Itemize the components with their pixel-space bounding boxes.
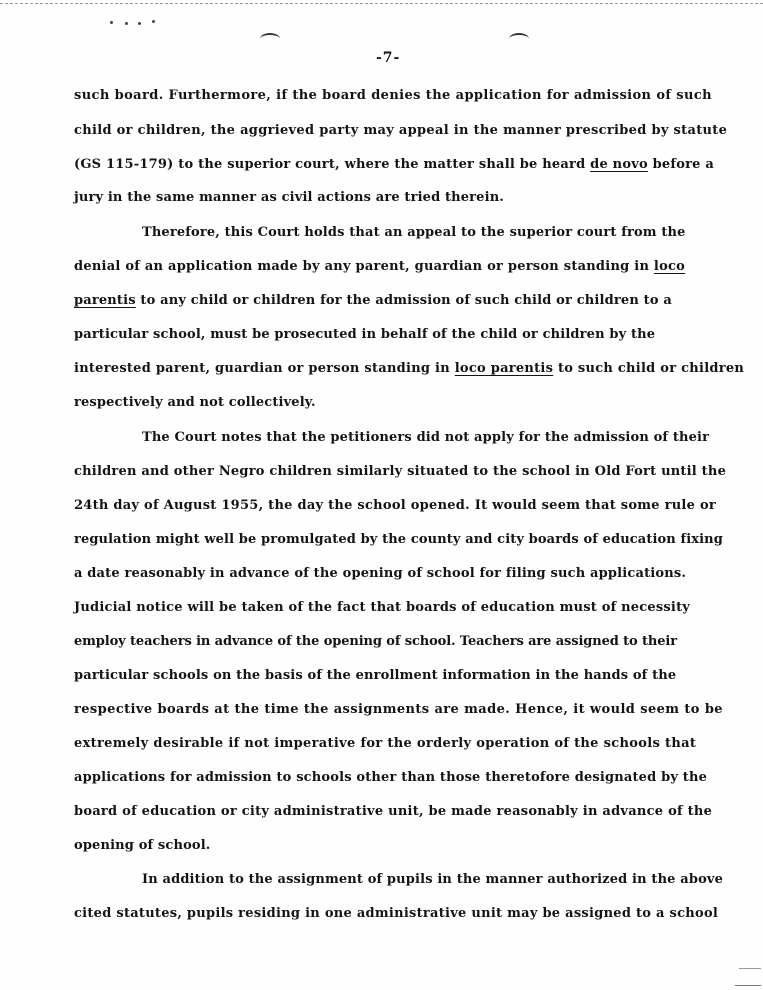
scan-speck (110, 21, 113, 24)
text-line (142, 872, 723, 888)
text-segment: respectively and not collectively. (74, 395, 316, 410)
text-segment: Therefore, this Court holds that an appeal to the superior court from the (142, 225, 686, 240)
text-segment: before a (647, 157, 715, 172)
text-segment: such board. Furthermore, if the board denies the application for admission of such (74, 88, 712, 103)
text-segment: The Court notes that the petitioners did not apply for the admission of their (142, 430, 710, 445)
text-segment: Judicial notice will be taken of the fact that boards of education must of necessity (74, 600, 691, 615)
text-segment: In addition to the assignment of pupils in the manner authorized in the above (142, 872, 724, 887)
text-segment: a date reasonably in advance of the opening of school for filing such applications. (74, 566, 687, 581)
text-line (74, 906, 718, 922)
underlined-phrase: loco parentis (454, 361, 554, 376)
text-line (74, 190, 504, 206)
text-segment: particular schools on the basis of the enrollment information in the hands of the (74, 668, 677, 683)
scan-mark (735, 985, 761, 986)
text-line (74, 566, 686, 582)
text-line (74, 498, 716, 514)
text-line (74, 634, 677, 650)
text-segment: applications for admission to schools other than those theretofore designated by the (74, 770, 708, 785)
text-line (74, 600, 690, 616)
text-line (142, 430, 709, 446)
underlined-phrase: loco (653, 259, 686, 274)
binding-mark-right (509, 33, 529, 45)
text-segment: (GS 115-179) to the superior court, where the matter shall be heard (74, 157, 591, 172)
text-line (74, 736, 696, 752)
text-line (74, 464, 726, 480)
page-number: -7- (376, 50, 401, 66)
text-line (74, 395, 316, 411)
text-segment: interested parent, guardian or person standing in (74, 361, 455, 376)
text-segment: regulation might well be promulgated by the county and city boards of education fixing (74, 532, 723, 547)
scan-edge (0, 3, 763, 4)
text-segment: jury in the same manner as civil actions are tried therein. (74, 190, 504, 205)
text-segment: extremely desirable if not imperative for the orderly operation of the schools that (74, 736, 697, 751)
text-line (74, 361, 744, 377)
text-line (74, 532, 723, 548)
binding-mark-left (260, 33, 280, 45)
scan-speck (138, 22, 141, 25)
text-segment: child or children, the aggrieved party may appeal in the manner prescribed by statute (74, 123, 728, 138)
text-segment: children and other Negro children similarly situated to the school in Old Fort until the (74, 464, 727, 479)
text-segment: respective boards at the time the assignments are made. Hence, it would seem to be (74, 702, 723, 717)
text-line (142, 225, 686, 241)
scan-speck (125, 22, 128, 25)
text-segment: opening of school. (74, 838, 211, 853)
underlined-phrase: parentis (74, 293, 136, 308)
text-line (74, 804, 712, 820)
text-segment: denial of an application made by any parent, guardian or person standing in (74, 259, 654, 274)
scan-mark (739, 968, 761, 969)
text-line (74, 293, 672, 309)
text-segment: board of education or city administrative unit, be made reasonably in advance of the (74, 804, 713, 819)
text-line (74, 259, 685, 275)
text-line (74, 702, 723, 718)
text-line (74, 668, 676, 684)
text-segment: to such child or children (553, 361, 745, 376)
text-segment: particular school, must be prosecuted in behalf of the child or children by the (74, 327, 656, 342)
text-segment: employ teachers in advance of the opening of school. Teachers are assigned to their (74, 634, 677, 649)
text-line (74, 157, 714, 173)
text-segment: cited statutes, pupils residing in one administrative unit may be assigned to a school (74, 906, 719, 921)
text-line (74, 770, 707, 786)
text-line (74, 88, 712, 104)
text-segment: 24th day of August 1955, the day the school opened. It would seem that some rule or (74, 498, 716, 513)
text-line (74, 838, 210, 854)
text-line (74, 327, 655, 343)
underlined-phrase: de novo (590, 157, 648, 172)
scan-speck (152, 20, 155, 23)
text-segment: to any child or children for the admission of such child or children to a (135, 293, 672, 308)
text-line (74, 123, 727, 139)
